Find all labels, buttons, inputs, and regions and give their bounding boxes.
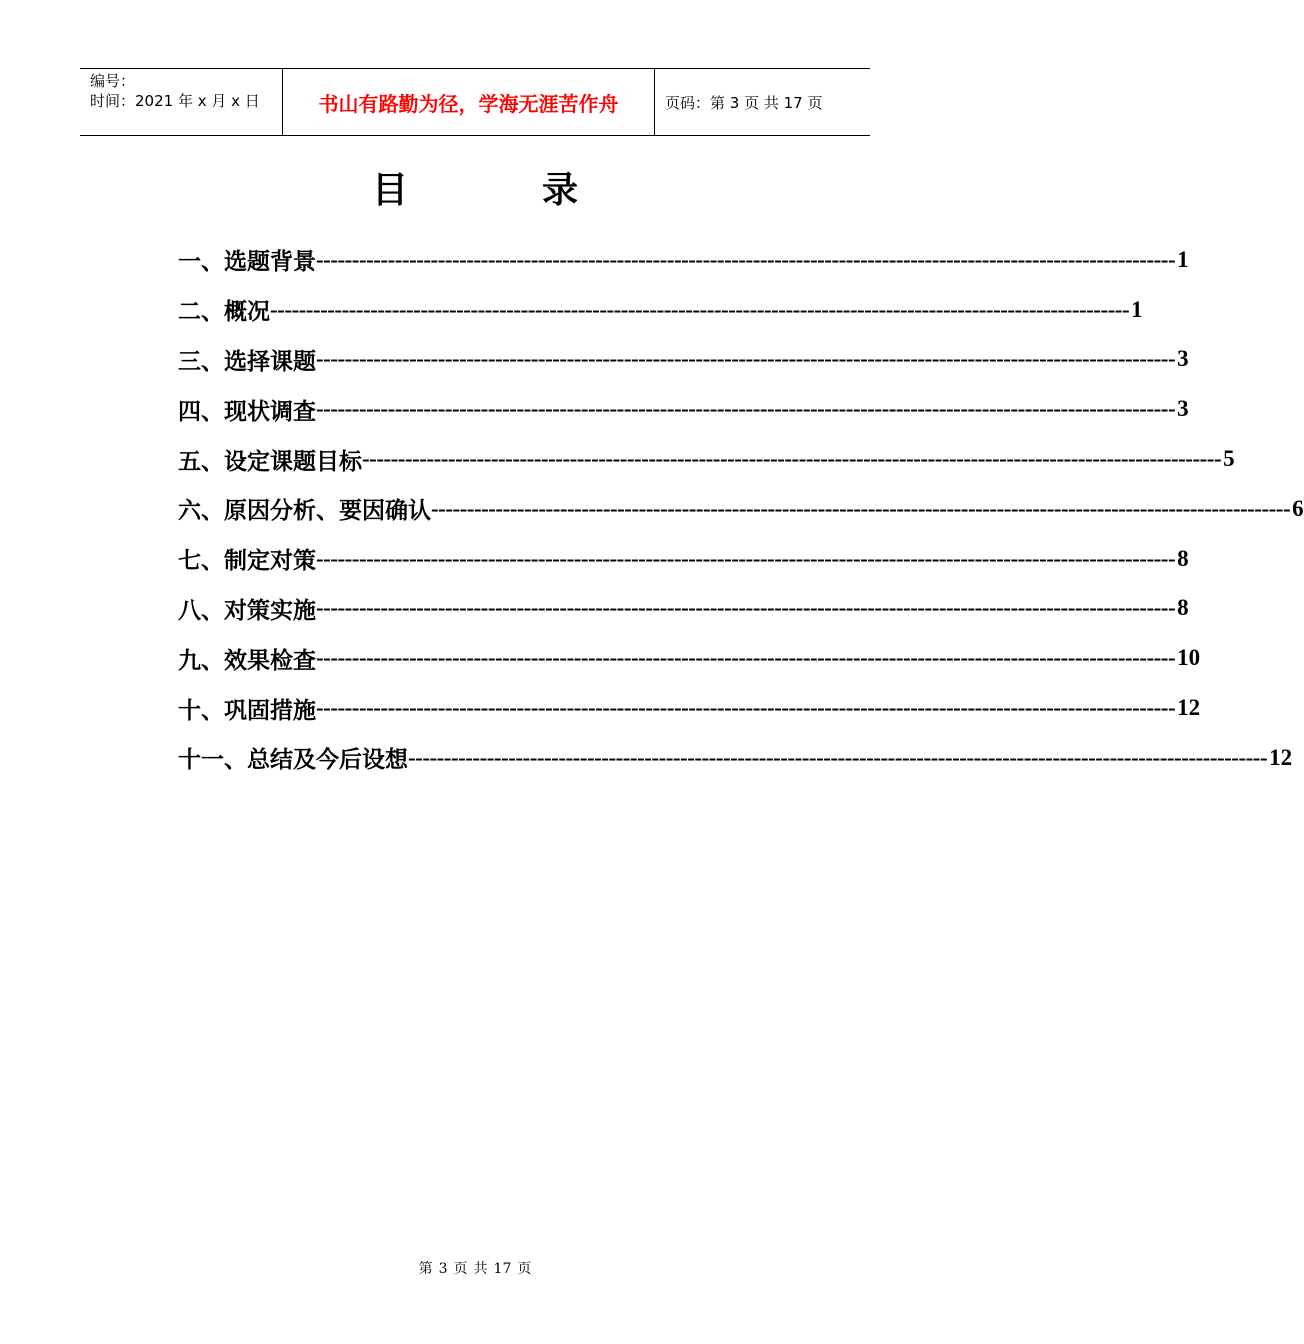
toc-leader: ------------------------------------------------------------------------------------------------------------------------ — [270, 296, 1130, 322]
footer-page: 3 — [438, 1261, 448, 1277]
footer-total: 17 — [493, 1261, 512, 1277]
toc-entry-page: 3 — [1177, 396, 1189, 422]
toc-leader: ------------------------------------------------------------------------------------------------------------------------ — [408, 744, 1268, 770]
header-time: 时间：2021 年 x 月 x 日 — [90, 92, 260, 110]
toc-entry[interactable] — [178, 434, 1235, 484]
toc-entry[interactable] — [178, 733, 1293, 783]
footer-gong: 共 — [473, 1261, 488, 1277]
toc-entry-page: 12 — [1269, 744, 1293, 770]
toc-entry[interactable] — [178, 633, 1201, 683]
toc-entry-page: 1 — [1131, 296, 1143, 322]
toc-leader: ------------------------------------------------------------------------------------------------------------------------ — [431, 495, 1291, 521]
toc-entry[interactable] — [178, 235, 1189, 285]
header-number: 编号： — [90, 72, 136, 90]
toc-leader: ------------------------------------------------------------------------------------------------------------------------ — [316, 396, 1176, 422]
toc-entry-label: 八、对策实施 — [178, 597, 316, 624]
toc-entry-label: 十一、总结及今后设想 — [178, 747, 408, 774]
toc-entry[interactable] — [178, 484, 1304, 534]
toc-title — [0, 162, 950, 213]
toc-leader: ------------------------------------------------------------------------------------------------------------------------ — [362, 446, 1222, 472]
page-footer — [0, 1258, 950, 1278]
toc-entry-label: 十、巩固措施 — [178, 697, 316, 724]
toc-title-char-2: 录 — [541, 170, 578, 211]
toc-entry-label: 六、原因分析、要因确认 — [178, 498, 431, 525]
toc-entry-label: 九、效果检查 — [178, 647, 316, 674]
toc-entry[interactable] — [178, 285, 1143, 335]
toc-entry-page: 3 — [1177, 346, 1189, 372]
toc-entry-page: 8 — [1177, 545, 1189, 571]
footer-ye-2: 页 — [517, 1261, 532, 1277]
toc-entry-label: 二、概况 — [178, 299, 270, 326]
toc-entry[interactable] — [178, 384, 1189, 434]
page-header — [80, 68, 870, 136]
header-meta — [80, 69, 282, 135]
toc-leader: ------------------------------------------------------------------------------------------------------------------------ — [316, 645, 1176, 671]
toc-entry-label: 四、现状调查 — [178, 398, 316, 425]
toc-entry-page: 5 — [1223, 446, 1235, 472]
toc-entry-page: 1 — [1177, 246, 1189, 272]
toc-entry-page: 12 — [1177, 695, 1201, 721]
toc-title-char-1: 目 — [371, 170, 408, 211]
header-page-info: 页码：第 3 页 共 17 页 — [665, 93, 823, 112]
toc-entry-page: 10 — [1177, 645, 1201, 671]
toc-entry-page: 6 — [1292, 495, 1304, 521]
toc-entry[interactable] — [178, 683, 1201, 733]
toc-entry-label: 一、选题背景 — [178, 249, 316, 276]
footer-ye: 页 — [453, 1261, 468, 1277]
toc-entry[interactable] — [178, 534, 1189, 584]
toc-entry[interactable] — [178, 584, 1189, 634]
toc-leader: ------------------------------------------------------------------------------------------------------------------------ — [316, 346, 1176, 372]
footer-di: 第 — [418, 1261, 433, 1277]
table-of-contents — [178, 235, 1304, 783]
toc-leader: ------------------------------------------------------------------------------------------------------------------------ — [316, 545, 1176, 571]
toc-entry-label: 三、选择课题 — [178, 348, 316, 375]
toc-entry[interactable] — [178, 335, 1189, 385]
toc-leader: ------------------------------------------------------------------------------------------------------------------------ — [316, 695, 1176, 721]
toc-leader: ------------------------------------------------------------------------------------------------------------------------ — [316, 595, 1176, 621]
toc-entry-label: 七、制定对策 — [178, 548, 316, 575]
toc-leader: ------------------------------------------------------------------------------------------------------------------------ — [316, 246, 1176, 272]
toc-entry-label: 五、设定课题目标 — [178, 448, 362, 475]
header-motto: 书山有路勤为径，学海无涯苦作舟 — [282, 69, 655, 135]
toc-entry-page: 8 — [1177, 595, 1189, 621]
